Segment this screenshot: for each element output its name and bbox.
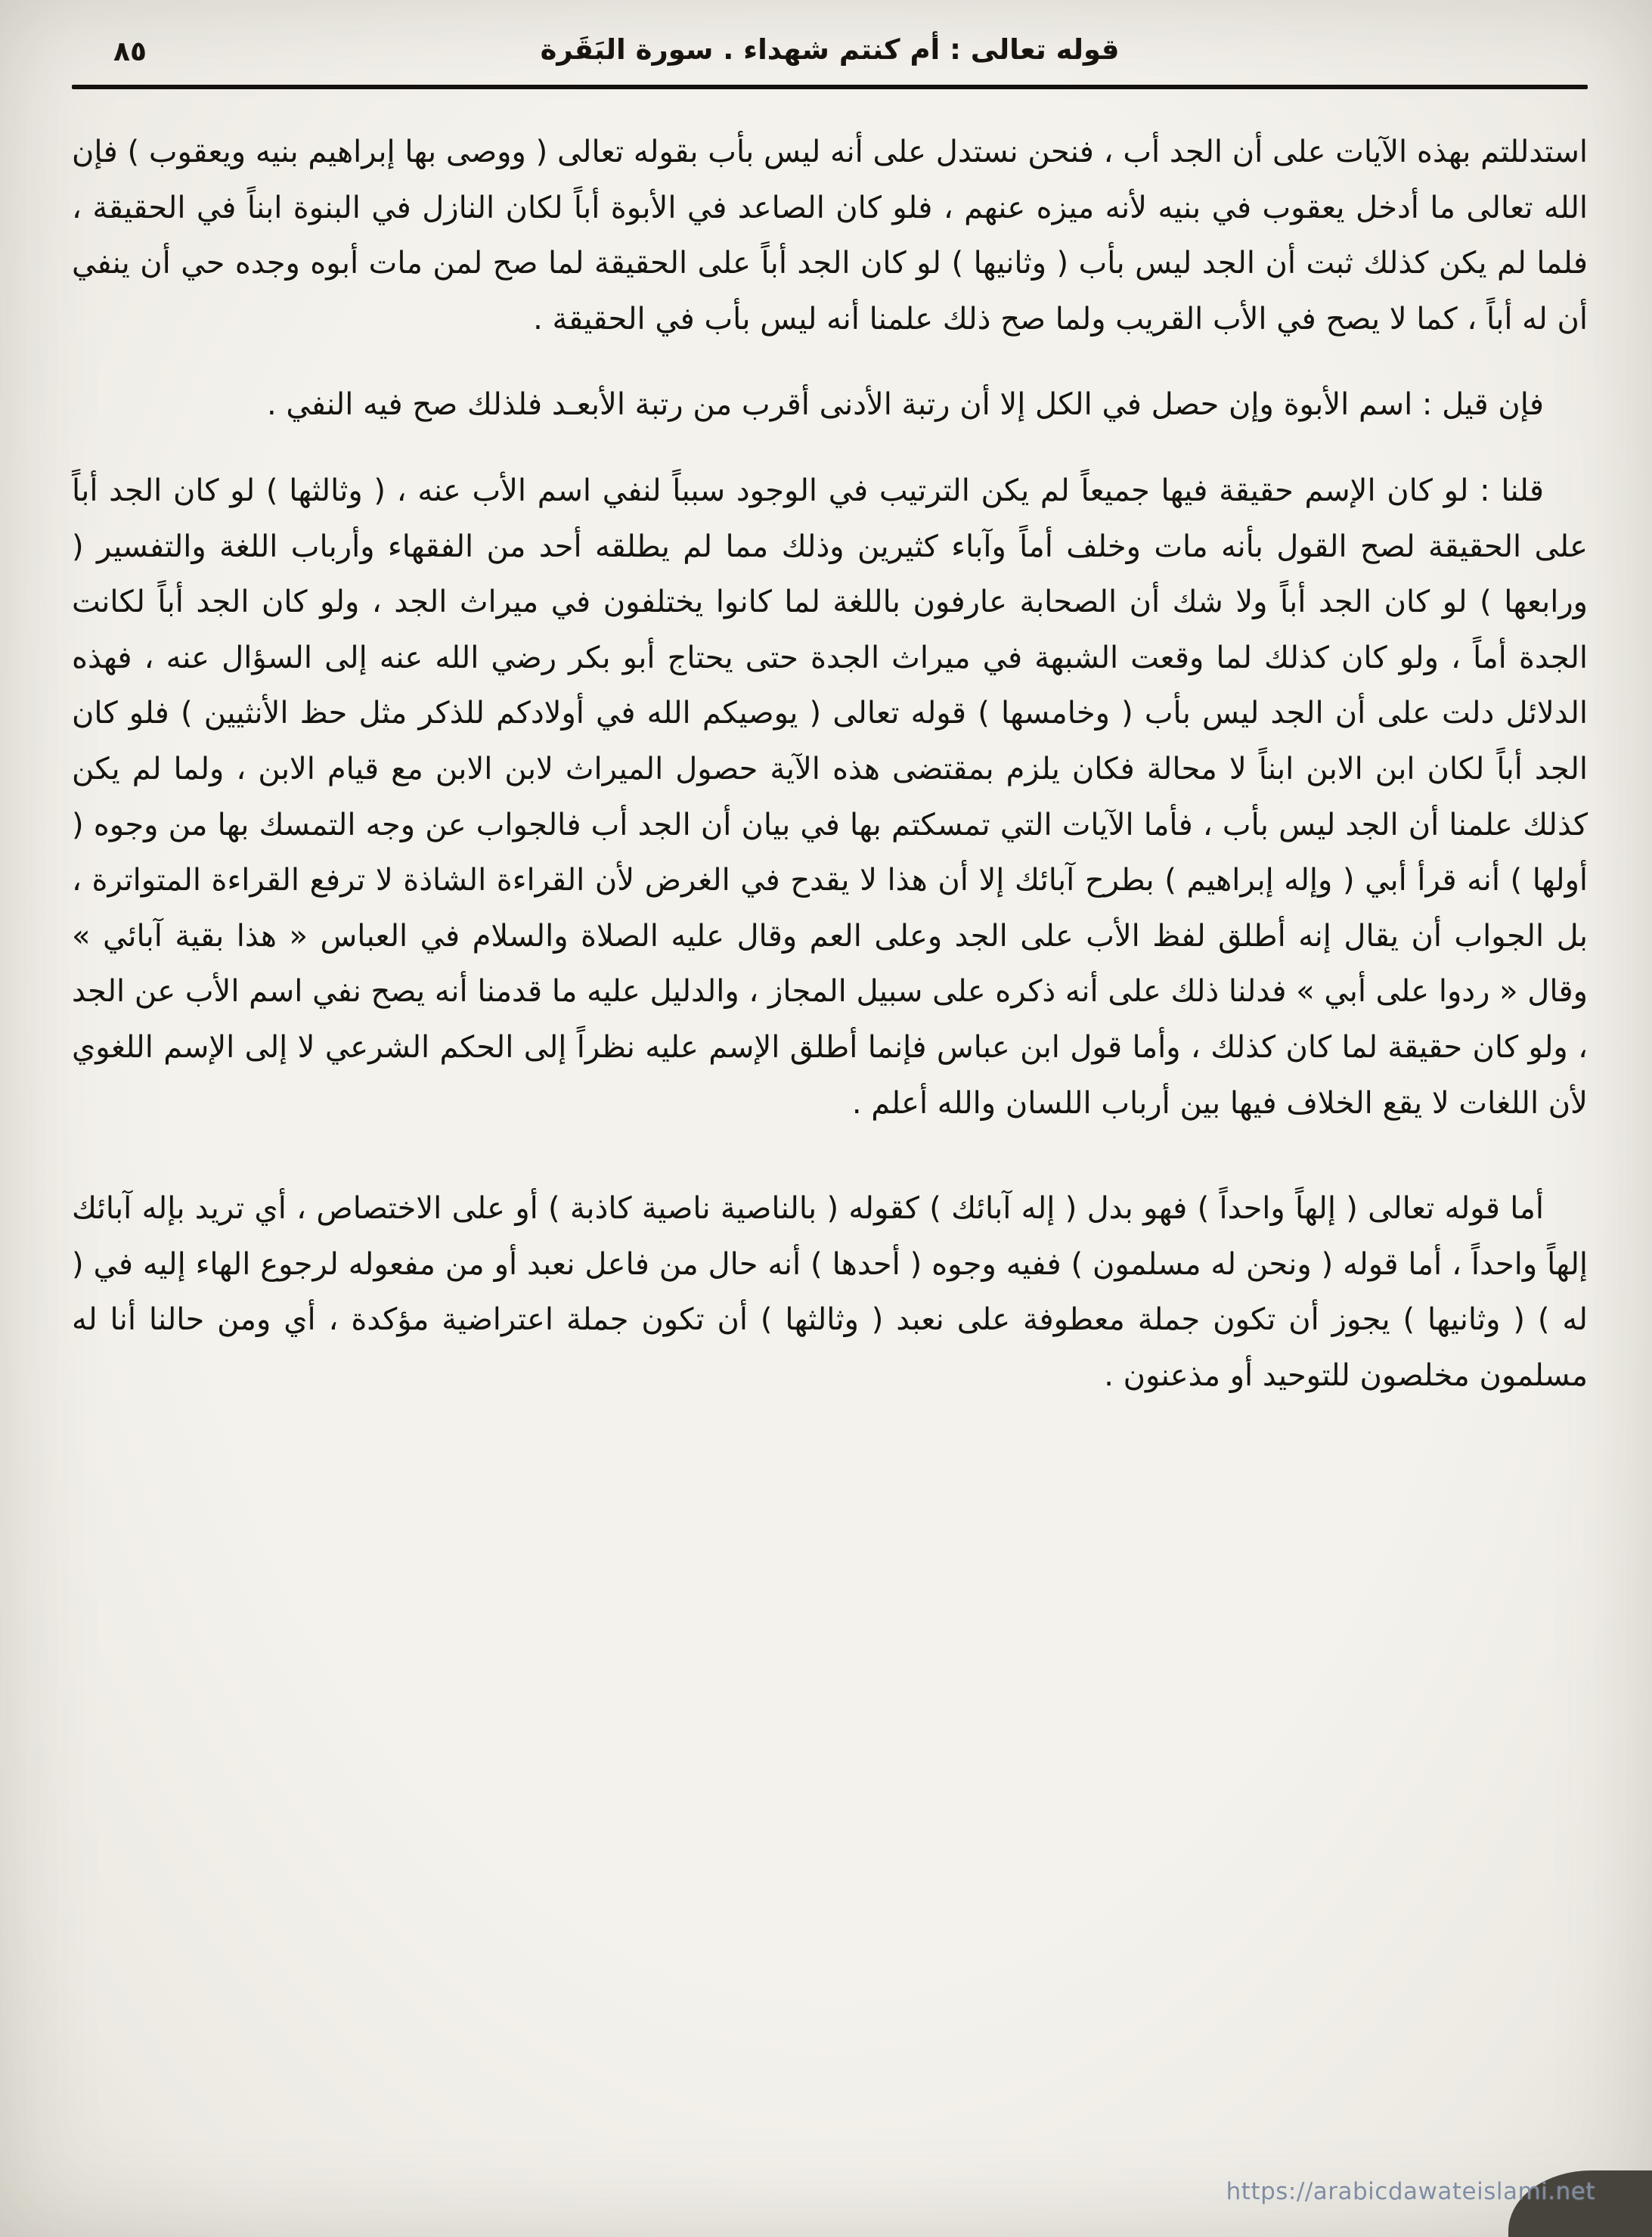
paragraph: أما قوله تعالى ( إلهاً واحداً ) فهو بدل ( إله آبائك ) كقوله ( بالناصية ناصية كاذبة ) أو على الاختصاص ، أي تريد بإله آبائك إلهاً واحداً ، أما قوله ( ونحن له مسلمون ) ففيه وجوه ( أحدها ) أنه حال من فاعل نعبد أو من مفعوله لرجوع الهاء إليه في ( له ) ( وثانيها ) يجوز أن تكون جملة معطوفة على نعبد ( وثالثها ) أن تكون جملة اعتراضية مؤكدة ، أي ومن حالنا أنا له مسلمون مخلصون للتوحيد أو مذعنون . <box>72 1191 1588 1393</box>
paragraph: استدللتم بهذه الآيات على أن الجد أب ، فنحن نستدل على أنه ليس بأب بقوله تعالى ( ووصى بها إبراهيم بنيه ويعقوب ) فإن الله تعالى ما أدخل يعقوب في بنيه لأنه ميزه عنهم ، فلو كان الصاعد في الأبوة أباً لكان النازل في البنوة ابناً في الحقيقة ، فلما لم يكن كذلك ثبت أن الجد ليس بأب ( وثانيها ) لو كان الجد أباً على الحقيقة لما صح لمن مات أبوه وجده حي أن ينفي أن له أباً ، كما لا يصح في الأب القريب ولما صح ذلك علمنا أنه ليس بأب في الحقيقة . <box>72 135 1588 337</box>
page-header <box>72 29 1588 77</box>
paragraph: فإن قيل : اسم الأبوة وإن حصل في الكل إلا أن رتبة الأدنى أقرب من رتبة الأبعـد فلذلك صح فيه النفي . <box>266 387 1544 423</box>
page-number: ٨٥ <box>113 36 147 67</box>
paragraph: قلنا : لو كان الإسم حقيقة فيها جميعاً لم يكن الترتيب في الوجود سبباً لنفي اسم الأب عنه ، ( وثالثها ) لو كان الجد أباً على الحقيقة لصح القول بأنه مات وخلف أماً وآباء كثيرين وذلك مما لم يطلقه أحد من الفقهاء وأرباب اللغة والتفسير ( ورابعها ) لو كان الجد أباً ولا شك أن الصحابة عارفون باللغة لما كانوا يختلفون في ميراث الجد ، ولو كان الجد أباً لكانت الجدة أماً ، ولو كان كذلك لما وقعت الشبهة في ميراث الجدة حتى يحتاج أبو بكر رضي الله عنه إلى السؤال عنه ، فهذه الدلائل دلت على أن الجد ليس بأب ( وخامسها ) قوله تعالى ( يوصيكم الله في أولادكم للذكر مثل حظ الأنثيين ) فلو كان الجد أباً لكان ابن الابن ابناً لا محالة فكان يلزم بمقتضى هذه الآية حصول الميراث لابن الابن مع قيام الابن ، ولما لم يكن كذلك علمنا أن الجد ليس بأب ، فأما الآيات التي تمسكتم بها في بيان أن الجد أب فالجواب عن وجه التمسك بها من وجوه ( أولها ) أنه قرأ أبي ( وإله إبراهيم ) بطرح آبائك إلا أن هذا لا يقدح في الغرض لأن القراءة الشاذة لا ترفع القراءة المتواترة ، بل الجواب أن يقال إنه أطلق لفظ الأب على الجد وعلى العم وقال عليه الصلاة والسلام في العباس « هذا بقية آبائي » وقال « ردوا على أبي » فدلنا ذلك على أنه ذكره على سبيل المجاز ، والدليل عليه ما قدمنا أنه يصح نفي اسم الأب عن الجد ، ولو كان حقيقة لما كان كذلك ، وأما قول ابن عباس فإنما أطلق الإسم عليه نظراً إلى الحكم الشرعي لا إلى الإسم اللغوي لأن اللغات لا يقع الخلاف فيها بين أرباب اللسان والله أعلم . <box>72 473 1588 1121</box>
header-rule-divider <box>72 85 1588 89</box>
watermark-url: https://arabicdawateislami.net <box>1226 2178 1595 2205</box>
running-header-title: قوله تعالى : أم كنتم شهداء . سورة البَقَرة <box>540 33 1120 66</box>
body-text <box>72 125 1588 1434</box>
